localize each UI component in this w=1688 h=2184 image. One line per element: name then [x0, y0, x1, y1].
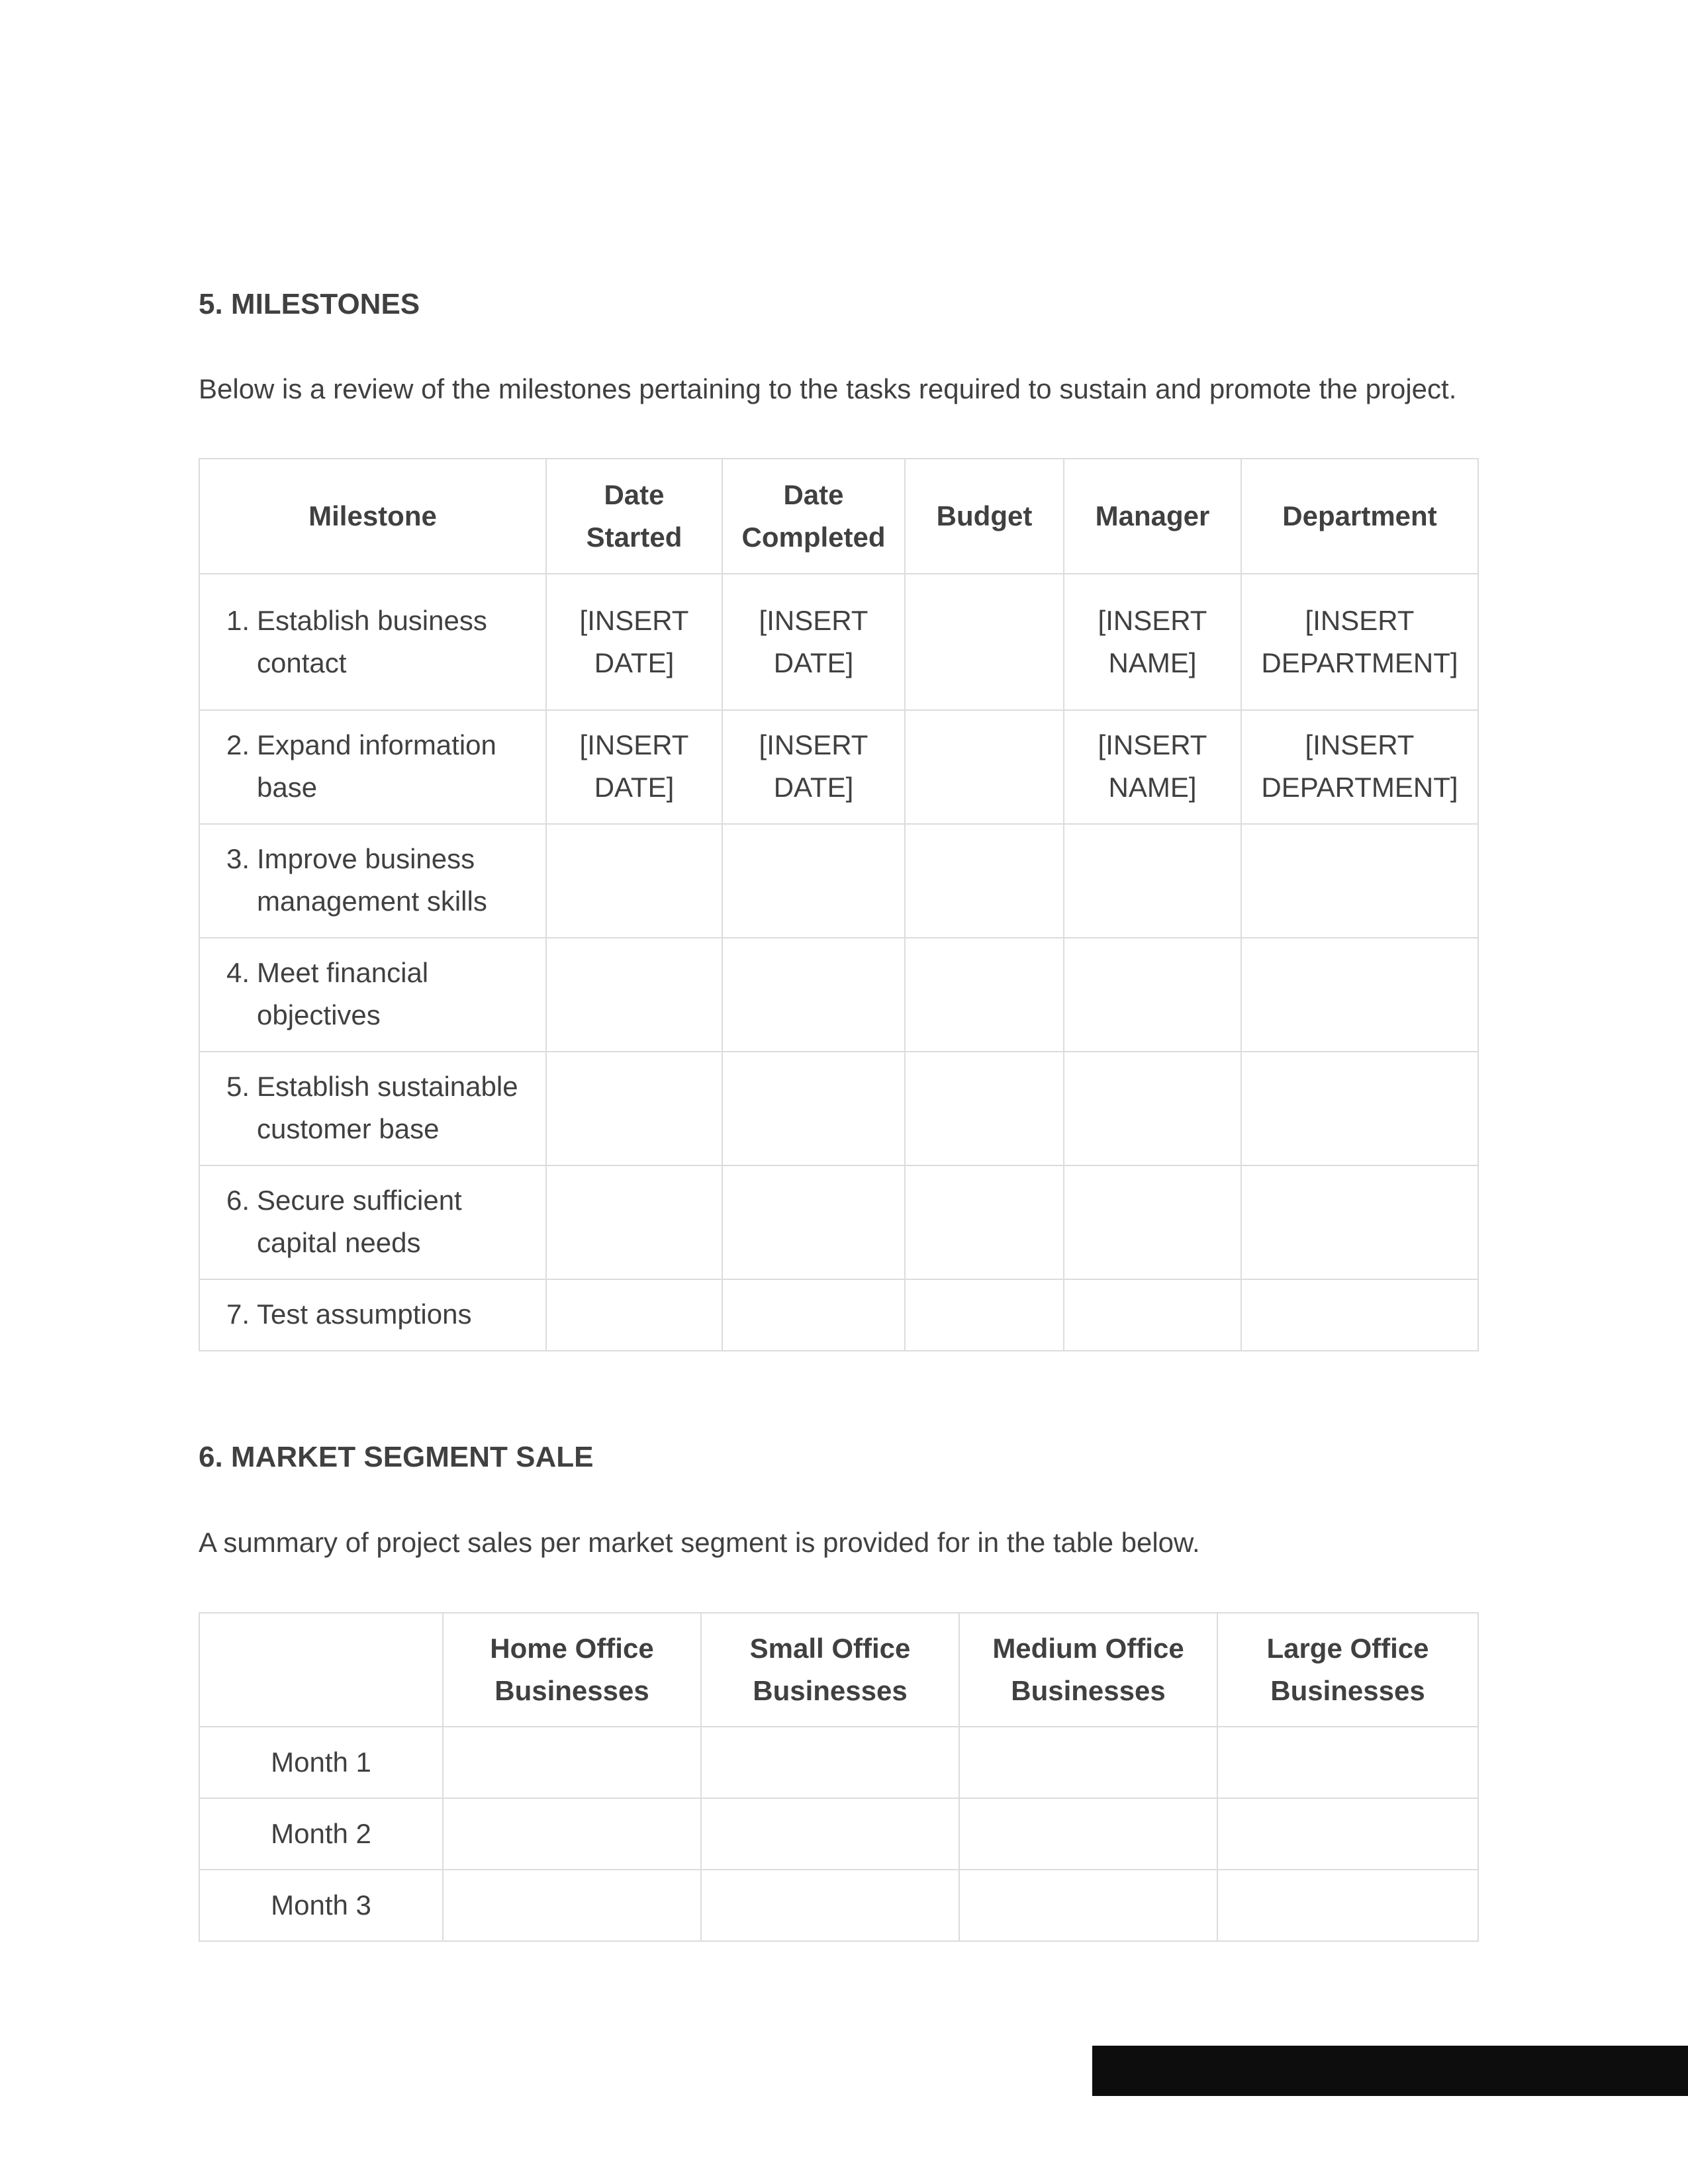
col-header-medium-office: Medium Office Businesses — [959, 1613, 1217, 1727]
col-header-milestone: Milestone — [199, 459, 546, 574]
table-row — [199, 1165, 1478, 1279]
segment-header-row — [199, 1613, 1478, 1727]
home-office-cell — [443, 1798, 701, 1870]
small-office-cell — [701, 1798, 959, 1870]
table-row — [199, 824, 1478, 938]
date-started-cell — [546, 1165, 722, 1279]
col-header-manager: Manager — [1064, 459, 1241, 574]
market-segment-heading: 6. MARKET SEGMENT SALE — [199, 1441, 594, 1473]
budget-cell — [905, 574, 1064, 710]
date-started-cell — [546, 1279, 722, 1351]
milestones-intro: Below is a review of the milestones pertaining to the tasks required to sustain and promote the project. — [199, 373, 1457, 404]
table-row — [199, 938, 1478, 1052]
medium-office-cell — [959, 1798, 1217, 1870]
table-row — [199, 574, 1478, 710]
month-label: Month 2 — [199, 1798, 443, 1870]
col-header-department: Department — [1241, 459, 1478, 574]
date-started-cell — [546, 938, 722, 1052]
milestone-number: 4. — [226, 957, 250, 988]
milestone-text: Test assumptions — [257, 1298, 472, 1330]
milestone-number: 2. — [226, 729, 250, 760]
home-office-cell — [443, 1870, 701, 1941]
milestone-number: 7. — [226, 1298, 250, 1330]
manager-cell — [1064, 1279, 1241, 1351]
milestone-number: 1. — [226, 605, 250, 636]
medium-office-cell — [959, 1870, 1217, 1941]
milestones-header-row — [199, 459, 1478, 574]
department-cell — [1241, 1052, 1478, 1165]
date-completed-cell — [722, 938, 905, 1052]
manager-cell: [INSERT NAME] — [1064, 574, 1241, 710]
col-header-small-office: Small Office Businesses — [701, 1613, 959, 1727]
milestone-cell — [199, 1279, 546, 1351]
milestone-text: Establish business contact — [257, 605, 487, 678]
table-row — [199, 1798, 1478, 1870]
milestone-cell — [199, 824, 546, 938]
milestone-cell — [199, 574, 546, 710]
small-office-cell — [701, 1870, 959, 1941]
milestone-text: Expand information base — [257, 729, 496, 803]
col-header-budget: Budget — [905, 459, 1064, 574]
manager-cell: [INSERT NAME] — [1064, 710, 1241, 824]
department-cell — [1241, 938, 1478, 1052]
date-completed-cell: [INSERT DATE] — [722, 710, 905, 824]
budget-cell — [905, 1279, 1064, 1351]
date-completed-cell — [722, 824, 905, 938]
department-cell: [INSERT DEPARTMENT] — [1241, 710, 1478, 824]
col-header-home-office: Home Office Businesses — [443, 1613, 701, 1727]
manager-cell — [1064, 1052, 1241, 1165]
date-started-cell: [INSERT DATE] — [546, 574, 722, 710]
table-row — [199, 1279, 1478, 1351]
month-label: Month 3 — [199, 1870, 443, 1941]
milestone-text: Establish sustainable customer base — [257, 1071, 518, 1144]
milestone-cell — [199, 710, 546, 824]
budget-cell — [905, 1052, 1064, 1165]
manager-cell — [1064, 938, 1241, 1052]
large-office-cell — [1217, 1870, 1478, 1941]
home-office-cell — [443, 1727, 701, 1798]
date-started-cell — [546, 1052, 722, 1165]
table-row — [199, 1870, 1478, 1941]
department-cell — [1241, 1165, 1478, 1279]
milestone-cell — [199, 938, 546, 1052]
date-started-cell: [INSERT DATE] — [546, 710, 722, 824]
col-header-date-completed: Date Completed — [722, 459, 905, 574]
month-label: Month 1 — [199, 1727, 443, 1798]
milestone-number: 5. — [226, 1071, 250, 1102]
date-completed-cell — [722, 1052, 905, 1165]
col-header-date-started: Date Started — [546, 459, 722, 574]
market-segment-table — [199, 1612, 1479, 1942]
manager-cell — [1064, 824, 1241, 938]
table-row — [199, 710, 1478, 824]
budget-cell — [905, 824, 1064, 938]
milestone-number: 6. — [226, 1185, 250, 1216]
date-completed-cell — [722, 1279, 905, 1351]
department-cell: [INSERT DEPARTMENT] — [1241, 574, 1478, 710]
large-office-cell — [1217, 1798, 1478, 1870]
milestone-cell — [199, 1052, 546, 1165]
milestone-text: Improve business management skills — [257, 843, 487, 917]
table-row — [199, 1052, 1478, 1165]
milestones-heading: 5. MILESTONES — [199, 288, 420, 320]
footer-bar — [1092, 2046, 1688, 2096]
budget-cell — [905, 938, 1064, 1052]
large-office-cell — [1217, 1727, 1478, 1798]
medium-office-cell — [959, 1727, 1217, 1798]
department-cell — [1241, 1279, 1478, 1351]
milestones-table — [199, 458, 1479, 1351]
table-row — [199, 1727, 1478, 1798]
budget-cell — [905, 1165, 1064, 1279]
market-segment-intro: A summary of project sales per market segment is provided for in the table below. — [199, 1527, 1200, 1558]
milestone-number: 3. — [226, 843, 250, 874]
milestone-text: Secure sufficient capital needs — [257, 1185, 462, 1258]
col-header-large-office: Large Office Businesses — [1217, 1613, 1478, 1727]
date-completed-cell — [722, 1165, 905, 1279]
milestone-text: Meet financial objectives — [257, 957, 429, 1030]
department-cell — [1241, 824, 1478, 938]
budget-cell — [905, 710, 1064, 824]
col-header-blank — [199, 1613, 443, 1727]
date-started-cell — [546, 824, 722, 938]
manager-cell — [1064, 1165, 1241, 1279]
date-completed-cell: [INSERT DATE] — [722, 574, 905, 710]
milestone-cell — [199, 1165, 546, 1279]
small-office-cell — [701, 1727, 959, 1798]
